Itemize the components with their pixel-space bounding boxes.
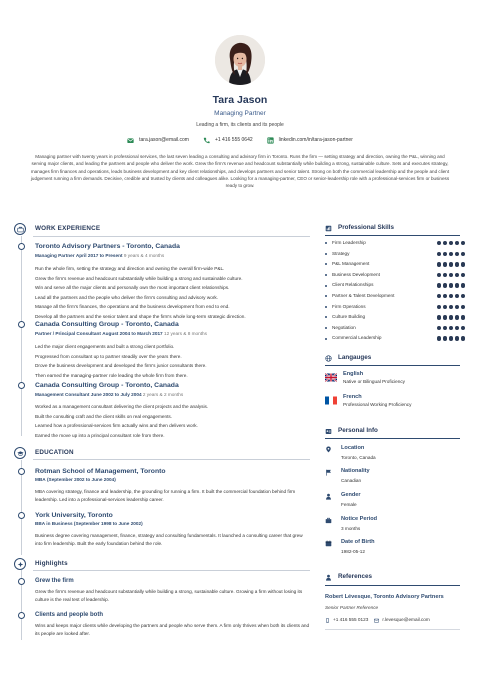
rating-dot — [443, 305, 448, 310]
skill-item — [325, 304, 465, 310]
job-dates: August 2004 to March 2017 — [102, 331, 163, 336]
info-value: Toronto, Canada — [341, 454, 376, 460]
avatar — [215, 35, 265, 85]
profile-summary: Managing partner with twenty years in professional services, the last seven leading a consulting and advisory firm in Toronto. Runs the firm — setting strategy and direction, owning the P&L, winning and serving major clients, and leading the partners and people who deliver the work. Grew the firm's revenue and headcount substantially while building a strong, sustainable culture. Sets and executes strategy, manages firm finances and operations, leads business development and key client relationships, and develops partners and senior talent. Strong on both the commercial leadership and the people and client judgement running a firm demands. Decisive, credible and trusted by clients and colleagues alike. Looking for a managing-partner, CEO or senior-leadership role with a professional-services firm or business ready to grow. — [30, 154, 450, 189]
skill-rating — [437, 273, 466, 278]
job-bullet: Lead all the partners and the people who deliver the firm's consulting and advisory work. — [35, 294, 219, 300]
section-title: Highlights — [35, 559, 68, 567]
section-divider — [33, 570, 310, 571]
reference-email[interactable] — [374, 617, 430, 623]
skill-item — [325, 272, 465, 278]
reference-email-text: r.levesque@email.com — [382, 617, 430, 622]
phone-icon — [203, 137, 210, 144]
personal-notice-period — [325, 516, 465, 532]
bullet-icon — [325, 263, 327, 265]
section-divider — [325, 365, 460, 366]
education-desc: Business degree covering management, finance, strategy and consulting fundamentals. It launched a consulting career that grew into firm leadership. Built the early foundation behind the role. — [35, 533, 303, 547]
job-role: Managing Partner — [35, 253, 75, 258]
skill-name: Partner & Talent Development — [332, 293, 395, 298]
rating-dot — [449, 326, 454, 331]
degree-line — [35, 521, 143, 527]
info-label: Date of Birth — [341, 539, 375, 545]
rating-dot — [449, 262, 454, 267]
graduation-cap-icon — [14, 447, 26, 459]
bullet-icon — [325, 253, 327, 255]
france-flag-icon — [325, 396, 337, 405]
globe-icon — [325, 355, 332, 362]
skill-name: Client Relationships — [332, 282, 374, 288]
skill-name: Firm Operations — [332, 303, 366, 309]
job-dates: June 2002 to July 2004 — [90, 392, 142, 397]
rating-dot — [437, 326, 442, 331]
highlight-title: Clients and people both — [35, 612, 104, 618]
job-role-line — [35, 392, 183, 398]
rating-dot — [455, 262, 460, 267]
id-card-icon — [325, 428, 332, 435]
job-role-line — [35, 253, 164, 259]
personal-info-header — [325, 427, 460, 436]
skill-name: Culture Building — [332, 314, 366, 320]
timeline-dot — [18, 578, 25, 585]
reference-phone-text: +1 416 555 0123 — [333, 617, 369, 622]
language-name: French — [343, 394, 362, 400]
skill-item — [325, 261, 465, 267]
skill-name: Negotiation — [332, 324, 356, 330]
bullet-icon — [325, 295, 327, 297]
rating-dot — [443, 326, 448, 331]
rating-dot — [455, 283, 460, 288]
skill-rating — [437, 241, 466, 246]
rating-dot — [449, 305, 454, 310]
reference-phone[interactable] — [325, 617, 368, 623]
contact-phone[interactable] — [203, 137, 253, 144]
rating-dot — [449, 241, 454, 246]
skill-name: Strategy — [332, 250, 350, 256]
degree: BBA in Business — [35, 521, 73, 526]
skill-rating — [437, 283, 466, 288]
job-bullet: Worked as a management consultant delivering the client projects and the analysis. — [35, 404, 209, 409]
rating-dot — [455, 241, 460, 246]
rating-dot — [437, 273, 442, 278]
bullet-icon — [325, 306, 327, 308]
skill-name: Firm Leadership — [332, 240, 366, 245]
job-bullet: Grew the firm's revenue and headcount substantially while building a strong and sustainable culture. — [35, 275, 243, 281]
work-experience-header — [14, 223, 100, 235]
reference-contacts — [325, 617, 430, 623]
section-divider — [325, 438, 460, 439]
info-value: Canadian — [341, 477, 362, 483]
highlight-title: Grew the firm — [35, 578, 74, 584]
info-label: Notice Period — [341, 516, 378, 522]
section-divider — [325, 585, 460, 586]
skill-name: Business Development — [332, 271, 380, 277]
skill-name: Commercial Leadership — [332, 335, 382, 341]
school-name: Rotman School of Management, Toronto — [35, 468, 166, 475]
rating-dot — [437, 315, 442, 320]
job-duration: 12 years & 8 months — [163, 331, 207, 336]
timeline-dot — [18, 612, 25, 619]
rating-dot — [437, 336, 442, 341]
bullet-icon — [325, 316, 327, 318]
location-icon — [325, 446, 332, 453]
job-bullet: Drove the business development and developed the firm's junior consultants there. — [35, 363, 207, 369]
rating-dot — [461, 283, 466, 288]
job-bullet: Built the consulting craft and the client skills on real engagements. — [35, 413, 173, 419]
timeline-dot — [18, 468, 25, 475]
school-name: York University, Toronto — [35, 512, 113, 519]
personal-nationality — [325, 468, 465, 484]
section-divider — [33, 236, 310, 237]
linkedin-icon — [267, 137, 274, 144]
rating-dot — [449, 294, 454, 299]
skill-rating — [437, 336, 466, 341]
job-bullet: Earned the move up into a principal consultant role from there. — [35, 432, 165, 438]
job-company: Toronto Advisory Partners - Toronto, Canada — [35, 243, 180, 250]
rating-dot — [455, 294, 460, 299]
rating-dot — [455, 252, 460, 257]
job-bullet: Learned how a professional-services firm actually wins and then delivers work. — [35, 423, 198, 429]
personal-location — [325, 445, 465, 461]
job-bullet: Develop all the partners and the senior talent and shape the firm's whole long-term strategic direction. — [35, 313, 246, 319]
rating-dot — [437, 241, 442, 246]
language-item — [325, 394, 465, 408]
rating-dot — [461, 262, 466, 267]
job-company: Canada Consulting Group - Toronto, Canada — [35, 382, 179, 389]
rating-dot — [443, 315, 448, 320]
rating-dot — [437, 283, 442, 288]
job-bullets — [35, 264, 310, 321]
timeline-dot — [18, 382, 25, 389]
degree-line — [35, 477, 116, 483]
skill-rating — [437, 262, 466, 267]
job-role: Management Consultant — [35, 392, 90, 397]
flag-icon — [325, 469, 332, 476]
calendar-icon — [325, 540, 332, 547]
briefcase-icon — [14, 223, 26, 235]
highlights-header — [14, 558, 68, 570]
rating-dot — [455, 305, 460, 310]
profile-photo — [215, 35, 265, 85]
skill-rating — [437, 315, 466, 320]
personal-gender — [325, 492, 465, 508]
degree: MBA — [35, 477, 46, 482]
phone-text: +1 416 555 0642 — [214, 137, 253, 144]
uk-flag-icon — [325, 373, 337, 382]
rating-dot — [437, 262, 442, 267]
language-name: English — [343, 371, 364, 377]
contact-email[interactable] — [127, 137, 189, 144]
job-bullet: Then earned the managing-partner role leading the whole firm from there. — [35, 372, 188, 378]
info-label: Nationality — [341, 468, 370, 474]
references-header — [325, 573, 460, 582]
bullet-icon — [325, 327, 327, 329]
mobile-phone-icon — [325, 618, 330, 623]
section-title: References — [338, 573, 372, 580]
rating-dot — [437, 252, 442, 257]
rating-dot — [437, 294, 442, 299]
skills-icon — [325, 225, 332, 232]
skill-rating — [437, 294, 466, 299]
info-value: Female — [341, 501, 357, 507]
rating-dot — [455, 326, 460, 331]
rating-dot — [461, 252, 466, 257]
section-divider — [325, 629, 460, 630]
rating-dot — [455, 315, 460, 320]
skill-item — [325, 314, 465, 320]
rating-dot — [461, 305, 466, 310]
section-title: Personal Info — [338, 427, 378, 434]
job-bullet: Progressed from consultant up to partner steadily over the years there. — [35, 353, 182, 359]
candidate-title: Managing Partner — [214, 110, 266, 117]
personal-date-of-birth — [325, 539, 465, 555]
rating-dot — [443, 262, 448, 267]
highlight-desc: Grew the firm's revenue and headcount substantially while building a strong, sustainable culture. Growing a firm without losing its culture is the real test of leadership. — [35, 589, 303, 603]
skill-item — [325, 293, 465, 299]
contact-bar — [0, 137, 480, 144]
rating-dot — [461, 336, 466, 341]
rating-dot — [449, 252, 454, 257]
section-title: EDUCATION — [35, 448, 74, 456]
section-title: Langauges — [338, 354, 372, 361]
skill-item — [325, 282, 465, 288]
timeline-line — [21, 236, 22, 436]
language-level: Native or Bilingual Proficiency — [343, 378, 406, 384]
job-duration: 9 years & 4 months — [123, 253, 165, 258]
rating-dot — [461, 326, 466, 331]
education-desc: MBA covering strategy, finance and leadership, the grounding for running a firm. It built the commercial foundation behind firm leadership. Led into a professional-services leadership career. — [35, 489, 296, 503]
degree-dates: (September 2002 to June 2004) — [47, 477, 116, 482]
skill-name: P&L Management — [332, 261, 370, 267]
section-divider — [325, 235, 460, 236]
job-role: Partner / Principal Consultant — [35, 331, 101, 336]
bullet-icon — [325, 285, 327, 287]
rating-dot — [449, 315, 454, 320]
job-bullet: Led the major client engagements and built a strong client portfolio. — [35, 344, 175, 349]
timeline-dot — [18, 243, 25, 250]
info-value: 1982-05-12 — [341, 548, 365, 554]
email-icon — [127, 137, 134, 144]
rating-dot — [443, 336, 448, 341]
contact-linkedin[interactable] — [267, 137, 353, 144]
job-bullet: Win and serve all the major clients and personally own the most important client relationships. — [35, 285, 230, 291]
rating-dot — [455, 273, 460, 278]
linkedin-text: linkedin.com/in/tara-jason-partner — [278, 137, 353, 144]
job-role-line — [35, 331, 207, 337]
info-value: 3 months — [341, 525, 361, 531]
skill-item — [325, 240, 465, 246]
languages-header — [325, 354, 460, 363]
skill-item — [325, 325, 465, 331]
reference-name: Robert Lévesque, Toronto Advisory Partners — [325, 594, 444, 600]
rating-dot — [461, 315, 466, 320]
rating-dot — [443, 294, 448, 299]
language-level: Professional Working Proficiency — [343, 401, 412, 407]
rating-dot — [461, 241, 466, 246]
skill-rating — [437, 305, 466, 310]
skill-item — [325, 335, 465, 341]
reference-role: Senior Partner Reference — [325, 605, 379, 610]
timeline-dot — [18, 512, 25, 519]
rating-dot — [443, 241, 448, 246]
bullet-icon — [325, 338, 327, 340]
job-bullet: Run the whole firm, setting the strategy and direction and owning the overall firm-wide P&L. — [35, 266, 225, 271]
highlight-desc: Wins and keeps major clients while developing the partners and people who serve them. A firm only thrives when both its clients and its people are looked after. — [35, 623, 310, 637]
section-divider — [33, 459, 310, 460]
rating-dot — [461, 273, 466, 278]
job-bullet: Manage all the firm's finances, the operations and the business development from end to end. — [35, 304, 230, 310]
rating-dot — [449, 273, 454, 278]
skill-rating — [437, 252, 466, 257]
person-icon — [325, 493, 332, 500]
job-dates: April 2017 to Present — [75, 253, 123, 258]
degree-dates: (September 1998 to June 2002) — [73, 521, 143, 526]
job-company: Canada Consulting Group - Toronto, Canada — [35, 321, 179, 328]
section-title: Professional Skills — [338, 224, 394, 231]
timeline-dot — [18, 321, 25, 328]
skill-rating — [437, 326, 466, 331]
briefcase-icon — [325, 517, 332, 524]
rating-dot — [443, 273, 448, 278]
email-text: tara.jason@email.com — [139, 137, 189, 144]
rating-dot — [449, 336, 454, 341]
rating-dot — [449, 283, 454, 288]
sparkle-icon — [14, 558, 26, 570]
skills-header — [325, 224, 460, 233]
email-icon — [374, 618, 379, 623]
skill-item — [325, 251, 465, 257]
job-bullets — [35, 402, 310, 440]
rating-dot — [437, 305, 442, 310]
rating-dot — [455, 336, 460, 341]
bullet-icon — [325, 242, 327, 244]
candidate-tagline: Leading a firm, its clients and its people — [196, 122, 284, 128]
job-bullets — [35, 342, 310, 380]
bullet-icon — [325, 274, 327, 276]
education-header — [14, 447, 74, 459]
candidate-name: Tara Jason — [212, 94, 268, 106]
rating-dot — [443, 252, 448, 257]
rating-dot — [443, 283, 448, 288]
person-icon — [325, 574, 332, 581]
info-label: Gender — [341, 492, 361, 498]
rating-dot — [461, 294, 466, 299]
section-title: WORK EXPERIENCE — [35, 224, 101, 232]
language-item — [325, 371, 465, 385]
job-duration: 2 years & 2 months — [142, 392, 184, 397]
info-label: Location — [341, 445, 365, 451]
